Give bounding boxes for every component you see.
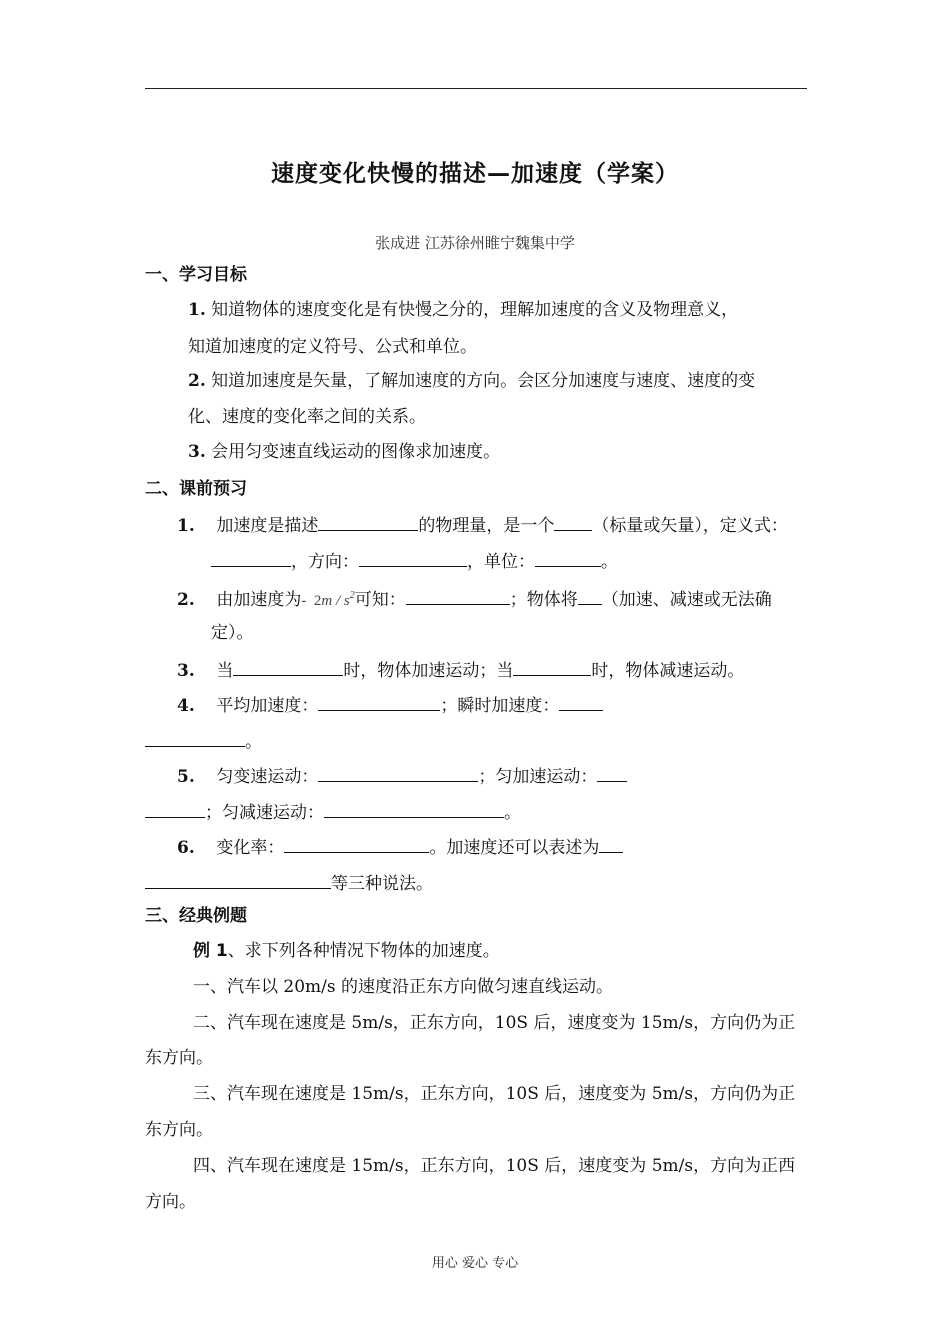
- case-2-line2: 东方向。: [145, 1048, 213, 1068]
- objective-number: 1.: [188, 300, 206, 320]
- example-text: 、求下列各种情况下物体的加速度。: [227, 941, 500, 961]
- q1-blank-1[interactable]: [318, 512, 418, 531]
- q5-blank-3[interactable]: [324, 799, 504, 818]
- q3-text-b: 时，物体加速运动；当: [343, 661, 514, 681]
- q1-text-b: 的物理量，是一个: [418, 516, 555, 536]
- question-number: 6.: [177, 838, 195, 858]
- q1-text-e: ，单位：: [467, 552, 535, 572]
- page-footer: 用心 爱心 专心: [431, 1256, 519, 1271]
- question-2-line1: [177, 585, 772, 612]
- q1-text-a: 加速度是描述: [216, 516, 319, 536]
- q2-text-d: （加速、减速或无法确: [601, 590, 772, 610]
- case-3-line1: 三、汽车现在速度是 15m/s，正东方向，10S 后，速度变为 5m/s，方向仍为正: [193, 1084, 796, 1104]
- q3-text-a: 当: [216, 661, 234, 681]
- question-number: 2.: [177, 590, 195, 610]
- math-minus: -: [301, 593, 307, 609]
- question-6-line2: [145, 870, 433, 895]
- section-heading-examples: 三、经典例题: [145, 906, 247, 926]
- math-value: 2: [313, 593, 322, 609]
- objective-1-line2: 知道加速度的定义符号、公式和单位。: [188, 337, 477, 357]
- q3-text-c: 时，物体减速运动。: [591, 661, 745, 681]
- q2-text-b: 可知：: [354, 590, 406, 610]
- question-6-line1: [177, 834, 623, 859]
- acceleration-formula: [301, 590, 355, 609]
- q2-blank-2[interactable]: [578, 586, 602, 605]
- question-number: 3.: [177, 661, 195, 681]
- math-exponent: 2: [349, 590, 355, 601]
- q1-text-d: ，方向：: [291, 552, 359, 572]
- case-4-line2: 方向。: [145, 1192, 196, 1212]
- objective-number: 3.: [188, 442, 206, 462]
- q1-text-c: （标量或矢量），定义式：: [592, 516, 788, 536]
- question-1-line2: [211, 548, 618, 573]
- q5-blank-2-cont[interactable]: [145, 799, 205, 818]
- q6-blank-2[interactable]: [599, 834, 623, 853]
- q4-blank-2-cont[interactable]: [145, 728, 245, 747]
- objective-text: 知道物体的速度变化是有快慢之分的，理解加速度的含义及物理意义，: [211, 300, 739, 320]
- objective-number: 2.: [188, 371, 206, 391]
- question-5-line2: [145, 799, 521, 824]
- q4-text-c: 。: [245, 732, 262, 752]
- question-4-line2: [145, 728, 262, 753]
- q1-blank-3[interactable]: [211, 548, 291, 567]
- objective-text: 知道加速度是矢量，了解加速度的方向。会区分加速度与速度、速度的变: [211, 371, 756, 391]
- q6-text-b: 。加速度还可以表述为: [429, 838, 600, 858]
- q4-blank-2[interactable]: [559, 692, 603, 711]
- q5-text-a: 匀变速运动：: [216, 767, 319, 787]
- q5-blank-2[interactable]: [597, 763, 627, 782]
- case-1-line1: 一、汽车以 20m/s 的速度沿正东方向做匀速直线运动。: [193, 977, 614, 997]
- q4-text-a: 平均加速度：: [216, 696, 319, 716]
- section-heading-text: 二、课前预习: [145, 479, 247, 499]
- document-title: 速度变化快慢的描述—加速度（学案）: [271, 161, 679, 187]
- example-1-prompt: [193, 940, 500, 962]
- section-heading-preview: [145, 478, 247, 500]
- q3-blank-1[interactable]: [233, 657, 343, 676]
- q5-text-d: 。: [504, 803, 521, 823]
- section-heading-objectives: 一、学习目标: [145, 265, 247, 285]
- objective-1-line1: [188, 299, 738, 321]
- header-rule: [145, 88, 807, 89]
- question-number: 5.: [177, 767, 195, 787]
- objective-2-line2: 化、速度的变化率之间的关系。: [188, 407, 426, 427]
- q4-blank-1[interactable]: [318, 692, 440, 711]
- objective-2-line1: [188, 370, 755, 392]
- question-4-line1: [177, 692, 603, 717]
- case-3-line2: 东方向。: [145, 1120, 213, 1140]
- q1-text-f: 。: [601, 552, 618, 572]
- example-label: 例 1: [193, 941, 228, 961]
- q1-blank-5[interactable]: [535, 548, 601, 567]
- question-number: 1.: [177, 516, 195, 536]
- question-3-line1: [177, 657, 744, 682]
- question-1-line1: [177, 512, 788, 537]
- q6-blank-1[interactable]: [284, 834, 429, 853]
- q2-blank-1[interactable]: [406, 586, 510, 605]
- case-4-line1: 四、汽车现在速度是 15m/s，正东方向，10S 后，速度变为 5m/s，方向为正西: [193, 1156, 796, 1176]
- math-unit: m / s: [321, 593, 350, 609]
- q5-text-b: ；匀加速运动：: [478, 767, 598, 787]
- q6-text-a: 变化率：: [216, 838, 285, 858]
- q1-blank-4[interactable]: [359, 548, 467, 567]
- case-2-line1: 二、汽车现在速度是 5m/s，正东方向，10S 后，速度变为 15m/s，方向仍为正: [193, 1013, 796, 1033]
- q6-text-c: 等三种说法。: [331, 874, 433, 894]
- q2-text-a: 由加速度为: [216, 590, 302, 610]
- q5-blank-1[interactable]: [318, 763, 478, 782]
- q2-text-c: ；物体将: [509, 590, 578, 610]
- q3-blank-2[interactable]: [513, 657, 591, 676]
- q1-blank-2[interactable]: [554, 512, 592, 531]
- objective-text: 会用匀变速直线运动的图像求加速度。: [211, 442, 501, 462]
- author-line: 张成进 江苏徐州睢宁魏集中学: [375, 234, 575, 252]
- question-2-line2: 定）。: [211, 623, 254, 643]
- objective-3-line1: [188, 441, 500, 463]
- q5-text-c: ；匀减速运动：: [205, 803, 324, 823]
- question-number: 4.: [177, 696, 195, 716]
- question-5-line1: [177, 763, 627, 788]
- q4-text-b: ；瞬时加速度：: [440, 696, 560, 716]
- q6-blank-2-cont[interactable]: [145, 870, 331, 889]
